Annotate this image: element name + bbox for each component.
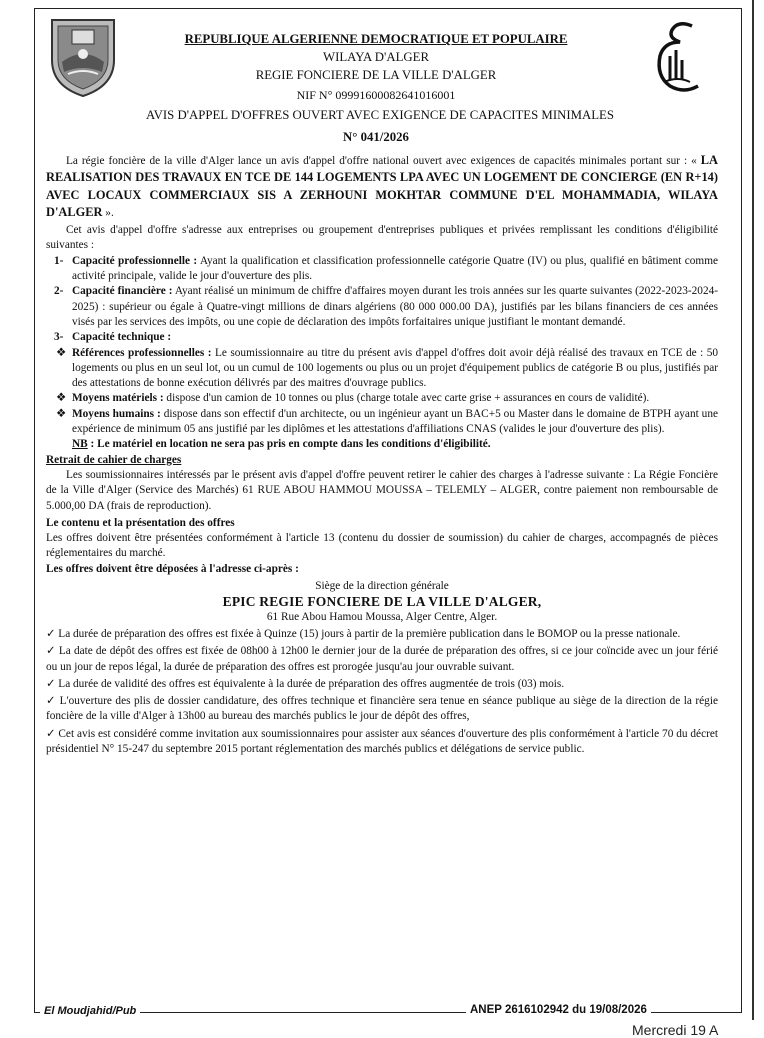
conditions-paragraph: Cet avis d'appel d'offre s'adresse aux entreprises ou groupement d'entreprises publiques et privées remplissant les conditions d'éligibilité suivantes : bbox=[46, 224, 718, 252]
item-title: Capacité professionnelle : bbox=[72, 254, 198, 267]
nb-label: NB bbox=[72, 438, 88, 451]
column-rule bbox=[752, 0, 754, 1020]
regie-fonciere-logo bbox=[640, 16, 710, 102]
nb-text: : Le matériel en location ne sera pas pris en compte dans les conditions d'éligibilité. bbox=[87, 438, 491, 451]
wilaya-heading: WILAYA D'ALGER bbox=[323, 50, 429, 64]
depot-address: 61 Rue Abou Hamou Moussa, Alger Centre, Alger. bbox=[266, 610, 498, 623]
depot-title: Les offres doivent être déposées à l'adresse ci-après : bbox=[46, 562, 299, 575]
item-title: Moyens matériels : bbox=[72, 392, 164, 405]
capacity-item bbox=[46, 284, 718, 330]
item-text: Le soumissionnaire au titre du présent avis d'appel d'offres doit avoir déjà réalisé des travaux en TCE de : 50 logements ou plus en un seul lot, ou un cumul de 100 logements ou plus ou un projet d'équipement publics de catégorie B ou plus, justifiés par des attestations de bonne exécution délivrés par des maitres d'ouvrage publics. bbox=[72, 346, 719, 390]
epic-name: EPIC REGIE FONCIERE DE LA VILLE D'ALGER, bbox=[222, 594, 542, 610]
item-text: dispose dans son effectif d'un architecte, ou un ingénieur ayant un BAC+5 ou Master dans le domaine de BTPH ayant une expérience de minimum 05 ans justifié par les diplômes et les attestations d'affiliations CNAS (valides le jour d'ouverture des plis). bbox=[72, 407, 718, 436]
siege-line: Siège de la direction générale bbox=[315, 580, 449, 593]
item-title: Capacité technique : bbox=[72, 331, 172, 344]
regie-heading: REGIE FONCIERE DE LA VILLE D'ALGER bbox=[255, 68, 497, 82]
item-number: 1- bbox=[54, 254, 64, 267]
contenu-text: Les offres doivent être présentées conformément à l'article 13 (contenu du dossier de soumission) du cahier de charges, accompagnés de pièces réglementaires du marché. bbox=[46, 532, 718, 560]
check-item: ✓ L'ouverture des plis de dossier candidature, des offres technique et financière sera tenue en séance publique au siège de la direction de la régie foncière de la ville d'Alger à 13h00 au bureau des marchés publics le jour de dépôt des offres, bbox=[46, 695, 718, 723]
nif-number: NIF N° 099916000826410160​01 bbox=[296, 88, 456, 102]
item-title: Capacité financière : bbox=[72, 285, 173, 298]
technique-item bbox=[46, 407, 718, 438]
capacity-item bbox=[46, 254, 718, 285]
technique-item bbox=[46, 346, 718, 392]
nb-note bbox=[46, 437, 718, 452]
check-item: ✓ Cet avis est considéré comme invitation aux soumissionnaires pour assister aux séances d'ouverture des plis conformément à l'article 70 du décret présidentiel N° 15-247 du septembre 2015 portant réglementation des marchés publics et délégations de service public. bbox=[46, 727, 718, 755]
technique-item bbox=[46, 391, 718, 406]
algiers-emblem-icon bbox=[48, 16, 118, 98]
contenu-title: Le contenu et la présentation des offres bbox=[46, 516, 235, 529]
check-item: ✓ La durée de préparation des offres est fixée à Quinze (15) jours à partir de la première publication dans le BOMOP ou la presse nationale. bbox=[46, 627, 681, 640]
item-number: 2- bbox=[54, 285, 64, 298]
bullet-icon: ❖ bbox=[56, 392, 67, 405]
notice-title: AVIS D'APPEL D'OFFRES OUVERT AVEC EXIGENCE DE CAPACITES MINIMALES bbox=[146, 108, 614, 122]
republic-heading: REPUBLIQUE ALGERIENNE DEMOCRATIQUE ET POPULAIRE bbox=[184, 32, 568, 46]
anep-reference: ANEP 2616102942 du 19/08/2026 bbox=[466, 1004, 651, 1016]
check-item: ✓ La date de dépôt des offres est fixée de 08h00 à 12h00 le dernier jour de la durée de préparation des offres, si ce jour coïncide avec un jour férié ou un jour de repos légal, la durée de préparation des offres est prorogée jusqu'au jour ouvrable suivant. bbox=[46, 645, 718, 673]
notice-body bbox=[46, 152, 718, 757]
capacity-item bbox=[46, 330, 718, 345]
bullet-icon: ❖ bbox=[56, 346, 67, 359]
intro-lead: La régie foncière de la ville d'Alger lance un avis d'appel d'offre national ouvert avec exigences de capacités minimales portant sur : « bbox=[66, 155, 697, 167]
item-text: dispose d'un camion de 10 tonnes ou plus (charge totale avec carte grise + assurances en cours de validité). bbox=[163, 392, 650, 405]
retrait-title: Retrait de cahier de charges bbox=[46, 453, 182, 466]
check-item: ✓ La durée de validité des offres est équivalente à la durée de préparation des offres augmentée de trois (03) mois. bbox=[46, 677, 565, 690]
item-title: Moyens humains : bbox=[72, 407, 161, 420]
item-title: Références professionnelles : bbox=[72, 346, 212, 359]
page-date-fragment: Mercredi 19 A bbox=[632, 1022, 719, 1038]
publisher-credit: El Moudjahid/Pub bbox=[40, 1005, 140, 1017]
intro-paragraph bbox=[46, 152, 718, 221]
item-number: 3- bbox=[54, 331, 64, 344]
retrait-text: Les soumissionnaires intéressés par le présent avis d'appel d'offre peuvent retirer le cahier des charges à l'adresse suivante : La Régie Foncière de la Ville d'Alger (Service des Marchés) 61 RUE ABOU HAMMOU MOUSSA – TELEMLY – ALGER, contre paiement non remboursable de 5.000,00 DA (frais de reproduction). bbox=[46, 468, 718, 512]
notice-number: N° 041/2026 bbox=[343, 130, 409, 144]
bullet-icon: ❖ bbox=[56, 407, 67, 420]
item-text: Ayant la qualification et classification professionnelle catégorie Quatre (IV) ou plus, qualifié en bâtiment comme activité principale, valide le jour d'ouverture des plis. bbox=[72, 254, 718, 283]
project-title: LA REALISATION DES TRAVAUX EN TCE DE 144 LOGEMENTS LPA AVEC UN LOGEMENT DE CONCIERGE (EN R+14) AVEC LOCAUX COMMERCIAUX SIS A ZERHOUNI MOKHTAR COMMUNE D'EL MOHAMMADIA, WILAYA D'ALGER bbox=[46, 153, 718, 219]
item-text: Ayant réalisé un minimum de chiffre d'affaires moyen durant les trois années sur les quarte suivantes (2022-2023-2024-2025) : supérieur ou égale à Quatre-vingt millions de dinars algériens (80 000 000.00 DA), justifiés par les bilans financiers de ces années visés par les services des impôts, ou une copie de déclaration des impôts forfaitaires unique justifiant le montant demandé. bbox=[72, 285, 719, 328]
intro-close: ». bbox=[105, 206, 114, 219]
